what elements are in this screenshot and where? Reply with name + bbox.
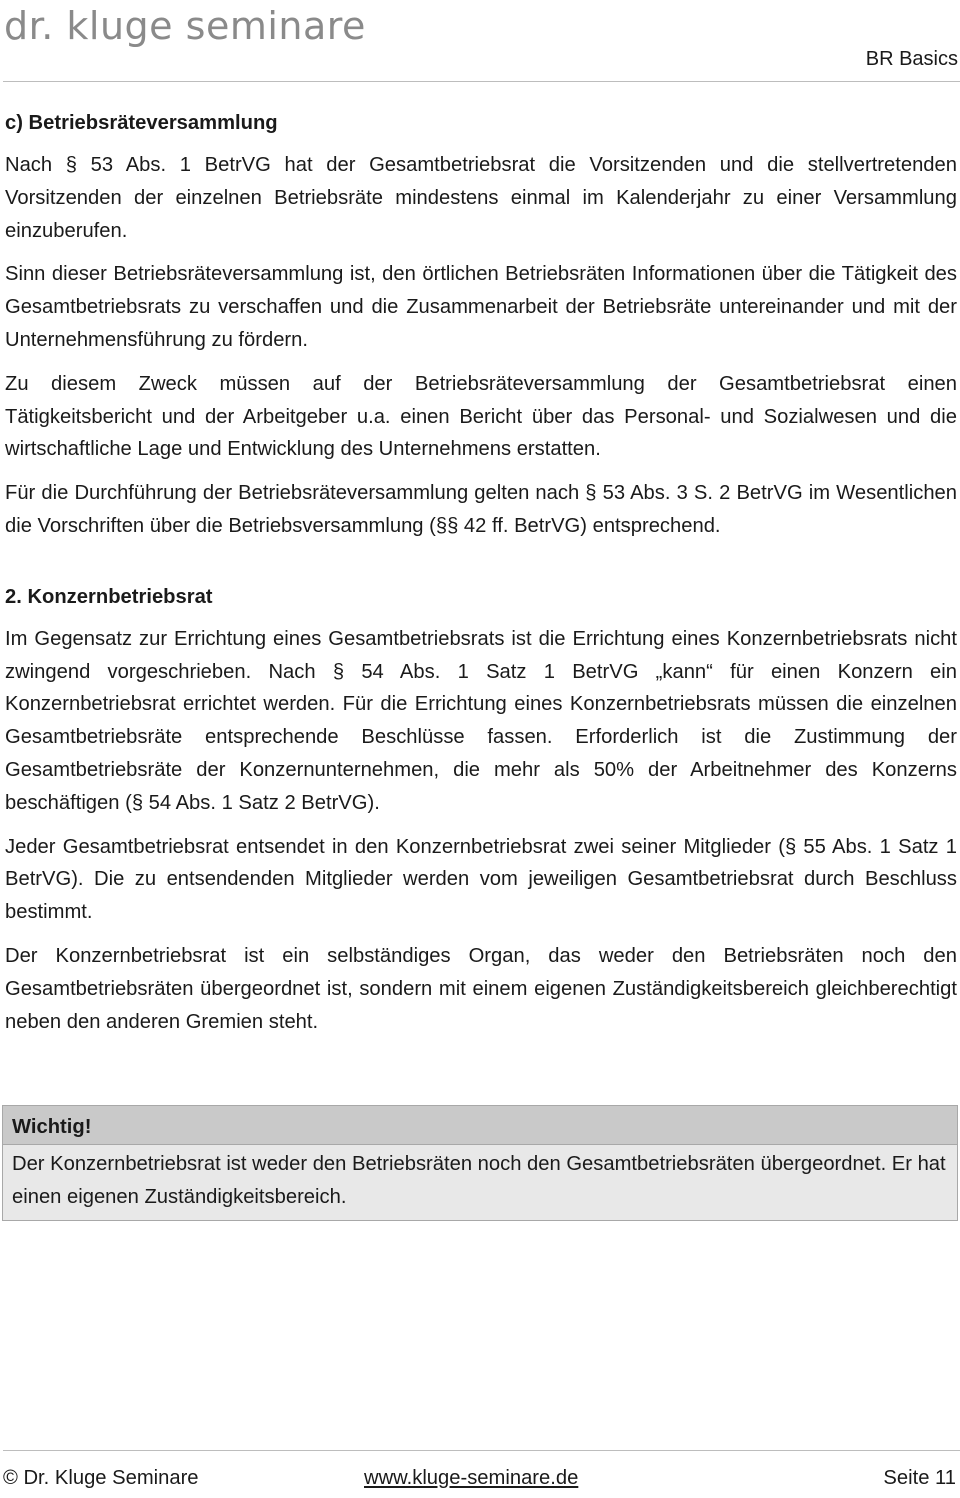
document-label: BR Basics <box>865 48 958 70</box>
note-body: Der Konzernbetriebsrat ist weder den Betriebsräten noch den Gesamtbetriebsräten übergeordnet. Er hat einen eigenen Zuständigkeitsbereich. <box>12 1153 946 1208</box>
header-divider <box>3 81 960 82</box>
note-title: Wichtig! <box>3 1106 957 1145</box>
footer-copyright: © Dr. Kluge Seminare <box>3 1467 199 1489</box>
section-heading-konzernbetriebsrat: 2. Konzernbetriebsrat <box>5 585 213 608</box>
paragraph-5: Im Gegensatz zur Errichtung eines Gesamtbetriebsrats ist die Errichtung eines Konzernbetriebsrats nicht zwingend vorgeschrieben. Nach § 54 Abs. 1 Satz 1 BetrVG „kann“ für einen Konzern ein Konzernbetriebsrat errichtet werden. Für die Errichtung eines Konzernbetriebsrats müssen die einzelnen Gesamtbetriebsräte entsprechende Beschlüsse fassen. Erforderlich ist die Zustimmung der Gesamtbetriebsräte der Konzernunternehmen, die mehr als 50% der Arbeitnehmer des Konzerns beschäftigen (§ 54 Abs. 1 Satz 2 BetrVG). <box>5 627 957 814</box>
paragraph-3: Zu diesem Zweck müssen auf der Betriebsräteversammlung der Gesamtbetriebsrat einen Tätigkeitsbericht und der Arbeitgeber u.a. einen Bericht über das Personal- und Sozialwesen und die wirtschaftliche Lage und Entwicklung des Unternehmens erstatten. <box>5 372 957 461</box>
logo: dr. kluge seminare <box>4 4 366 48</box>
paragraph-1: Nach § 53 Abs. 1 BetrVG hat der Gesamtbetriebsrat die Vorsitzenden und die stellvertretenden Vorsitzenden der einzelnen Betriebsräte mindestens einmal im Kalenderjahr zu einer Versammlung einzuberufen. <box>5 154 957 242</box>
important-note-box <box>2 1105 958 1221</box>
paragraph-7: Der Konzernbetriebsrat ist ein selbständiges Organ, das weder den Betriebsräten noch den Gesamtbetriebsräten übergeordnet ist, sondern mit einem eigenen Zuständigkeitsbereich gleichberechtigt neben den anderen Gremien steht. <box>5 944 957 1033</box>
paragraph-6: Jeder Gesamtbetriebsrat entsendet in den Konzernbetriebsrat zwei seiner Mitglieder (§ 55 Abs. 1 Satz 1 BetrVG). Die zu entsendenden Mitglieder werden vom jeweiligen Gesamtbetriebsrat durch Beschluss bestimmt. <box>5 835 957 924</box>
section-heading-betriebsraeteversammlung: c) Betriebsräteversammlung <box>5 112 278 134</box>
paragraph-4: Für die Durchführung der Betriebsräteversammlung gelten nach § 53 Abs. 3 S. 2 BetrVG im Wesentlichen die Vorschriften über die Betriebsversammlung (§§ 42 ff. BetrVG) entsprechend. <box>5 482 957 537</box>
footer-website-container <box>364 1467 578 1490</box>
page-content <box>5 107 957 1049</box>
paragraph-2: Sinn dieser Betriebsräteversammlung ist, den örtlichen Betriebsräten Informationen über die Tätigkeit des Gesamtbetriebsrats zu verschaffen und die Zusammenarbeit der Betriebsräte untereinander und mit der Unternehmensführung zu fördern. <box>5 263 957 351</box>
footer-divider <box>3 1450 960 1451</box>
page-number: Seite 11 <box>883 1467 956 1489</box>
website-link[interactable]: www.kluge-seminare.de <box>364 1467 579 1489</box>
